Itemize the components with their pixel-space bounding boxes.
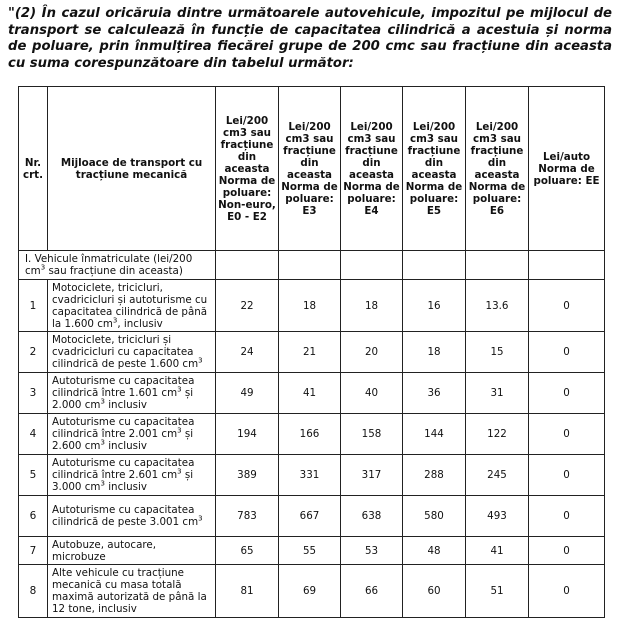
value-e3: 21 bbox=[279, 332, 341, 373]
value-e3: 69 bbox=[279, 565, 341, 618]
header-row bbox=[19, 87, 605, 251]
value-ee: 0 bbox=[529, 496, 605, 537]
tax-table bbox=[18, 86, 605, 618]
row-description: Autobuze, autocare, microbuze bbox=[48, 537, 216, 565]
value-e5: 144 bbox=[403, 414, 466, 455]
value-e3: 55 bbox=[279, 537, 341, 565]
value-e4: 18 bbox=[341, 280, 403, 332]
header-e5: Lei/200 cm3 sau fracțiune din aceasta Norma de poluare: E5 bbox=[403, 87, 466, 251]
value-e5: 18 bbox=[403, 332, 466, 373]
header-e0-e2: Lei/200 cm3 sau fracțiune din aceasta Norma de poluare: Non-euro, E0 - E2 bbox=[216, 87, 279, 251]
value-e0-e2: 24 bbox=[216, 332, 279, 373]
value-e5: 288 bbox=[403, 455, 466, 496]
value-e3: 41 bbox=[279, 373, 341, 414]
value-ee: 0 bbox=[529, 373, 605, 414]
value-e6: 41 bbox=[466, 537, 529, 565]
value-e5: 48 bbox=[403, 537, 466, 565]
value-ee: 0 bbox=[529, 332, 605, 373]
header-e4: Lei/200 cm3 sau fracțiune din aceasta Norma de poluare: E4 bbox=[341, 87, 403, 251]
value-e6: 245 bbox=[466, 455, 529, 496]
value-e6: 122 bbox=[466, 414, 529, 455]
value-e4: 40 bbox=[341, 373, 403, 414]
table-row bbox=[19, 414, 605, 455]
value-e3: 166 bbox=[279, 414, 341, 455]
value-ee: 0 bbox=[529, 537, 605, 565]
row-number: 8 bbox=[19, 565, 48, 618]
row-number: 4 bbox=[19, 414, 48, 455]
value-e5: 36 bbox=[403, 373, 466, 414]
row-number: 1 bbox=[19, 280, 48, 332]
value-e5: 16 bbox=[403, 280, 466, 332]
value-ee: 0 bbox=[529, 565, 605, 618]
row-description: Autoturisme cu capacitatea cilindrică de peste 3.001 $cm^3$ bbox=[48, 496, 216, 537]
value-e5: 580 bbox=[403, 496, 466, 537]
value-e0-e2: 783 bbox=[216, 496, 279, 537]
header-ee: Lei/auto Norma de poluare: EE bbox=[529, 87, 605, 251]
value-e0-e2: 194 bbox=[216, 414, 279, 455]
value-e0-e2: 22 bbox=[216, 280, 279, 332]
row-number: 5 bbox=[19, 455, 48, 496]
table-row bbox=[19, 373, 605, 414]
header-e6: Lei/200 cm3 sau fracțiune din aceasta Norma de poluare: E6 bbox=[466, 87, 529, 251]
value-e4: 158 bbox=[341, 414, 403, 455]
value-e4: 638 bbox=[341, 496, 403, 537]
section-row bbox=[19, 251, 605, 280]
header-e3: Lei/200 cm3 sau fracțiune din aceasta Norma de poluare: E3 bbox=[279, 87, 341, 251]
value-e3: 18 bbox=[279, 280, 341, 332]
header-mijloace: Mijloace de transport cu tracțiune mecanică bbox=[48, 87, 216, 251]
row-number: 3 bbox=[19, 373, 48, 414]
value-ee: 0 bbox=[529, 455, 605, 496]
value-e6: 51 bbox=[466, 565, 529, 618]
value-e6: 15 bbox=[466, 332, 529, 373]
value-e4: 20 bbox=[341, 332, 403, 373]
intro-paragraph: "(2) În cazul oricăruia dintre următoarele autovehicule, impozitul pe mijlocul de transport se calculează în funcție de capacitatea cilindrică a acestuia și norma de poluare, prin înmulțirea fiecărei grupe de 200 cmc sau fracțiune din aceasta cu suma corespunzătoare din tabelul următor: bbox=[8, 6, 612, 71]
row-description: Autoturisme cu capacitatea cilindrică între 2.001 $cm^3$ și 2.600 $cm^3$ inclusiv bbox=[48, 414, 216, 455]
row-description: Autoturisme cu capacitatea cilindrică între 2.601 $cm^3$ și 3.000 $cm^3$ inclusiv bbox=[48, 455, 216, 496]
value-ee: 0 bbox=[529, 280, 605, 332]
value-e0-e2: 49 bbox=[216, 373, 279, 414]
value-e6: 13.6 bbox=[466, 280, 529, 332]
table-row bbox=[19, 496, 605, 537]
row-description: Motociclete, tricicluri și cvadricicluri cu capacitatea cilindrică de peste 1.600 $cm^3$ bbox=[48, 332, 216, 373]
value-e6: 31 bbox=[466, 373, 529, 414]
value-e4: 66 bbox=[341, 565, 403, 618]
value-e3: 331 bbox=[279, 455, 341, 496]
row-number: 2 bbox=[19, 332, 48, 373]
row-number: 7 bbox=[19, 537, 48, 565]
value-e0-e2: 389 bbox=[216, 455, 279, 496]
value-e0-e2: 81 bbox=[216, 565, 279, 618]
row-description: Alte vehicule cu tracțiune mecanică cu masa totală maximă autorizată de până la 12 tone, inclusiv bbox=[48, 565, 216, 618]
row-description: Autoturisme cu capacitatea cilindrică între 1.601 $cm^3$ și 2.000 $cm^3$ inclusiv bbox=[48, 373, 216, 414]
value-e4: 317 bbox=[341, 455, 403, 496]
section-label: I. Vehicule înmatriculate (lei/200 $cm^3$ sau fracțiune din aceasta) bbox=[19, 251, 216, 280]
row-number: 6 bbox=[19, 496, 48, 537]
value-e5: 60 bbox=[403, 565, 466, 618]
table-row bbox=[19, 455, 605, 496]
row-description: Motociclete, tricicluri, cvadricicluri și autoturisme cu capacitatea cilindrică de până la 1.600 $cm^3$, inclusiv bbox=[48, 280, 216, 332]
table-row bbox=[19, 332, 605, 373]
value-e3: 667 bbox=[279, 496, 341, 537]
value-e4: 53 bbox=[341, 537, 403, 565]
value-e0-e2: 65 bbox=[216, 537, 279, 565]
table-row bbox=[19, 280, 605, 332]
value-ee: 0 bbox=[529, 414, 605, 455]
table-row bbox=[19, 537, 605, 565]
header-nr: Nr. crt. bbox=[19, 87, 48, 251]
value-e6: 493 bbox=[466, 496, 529, 537]
